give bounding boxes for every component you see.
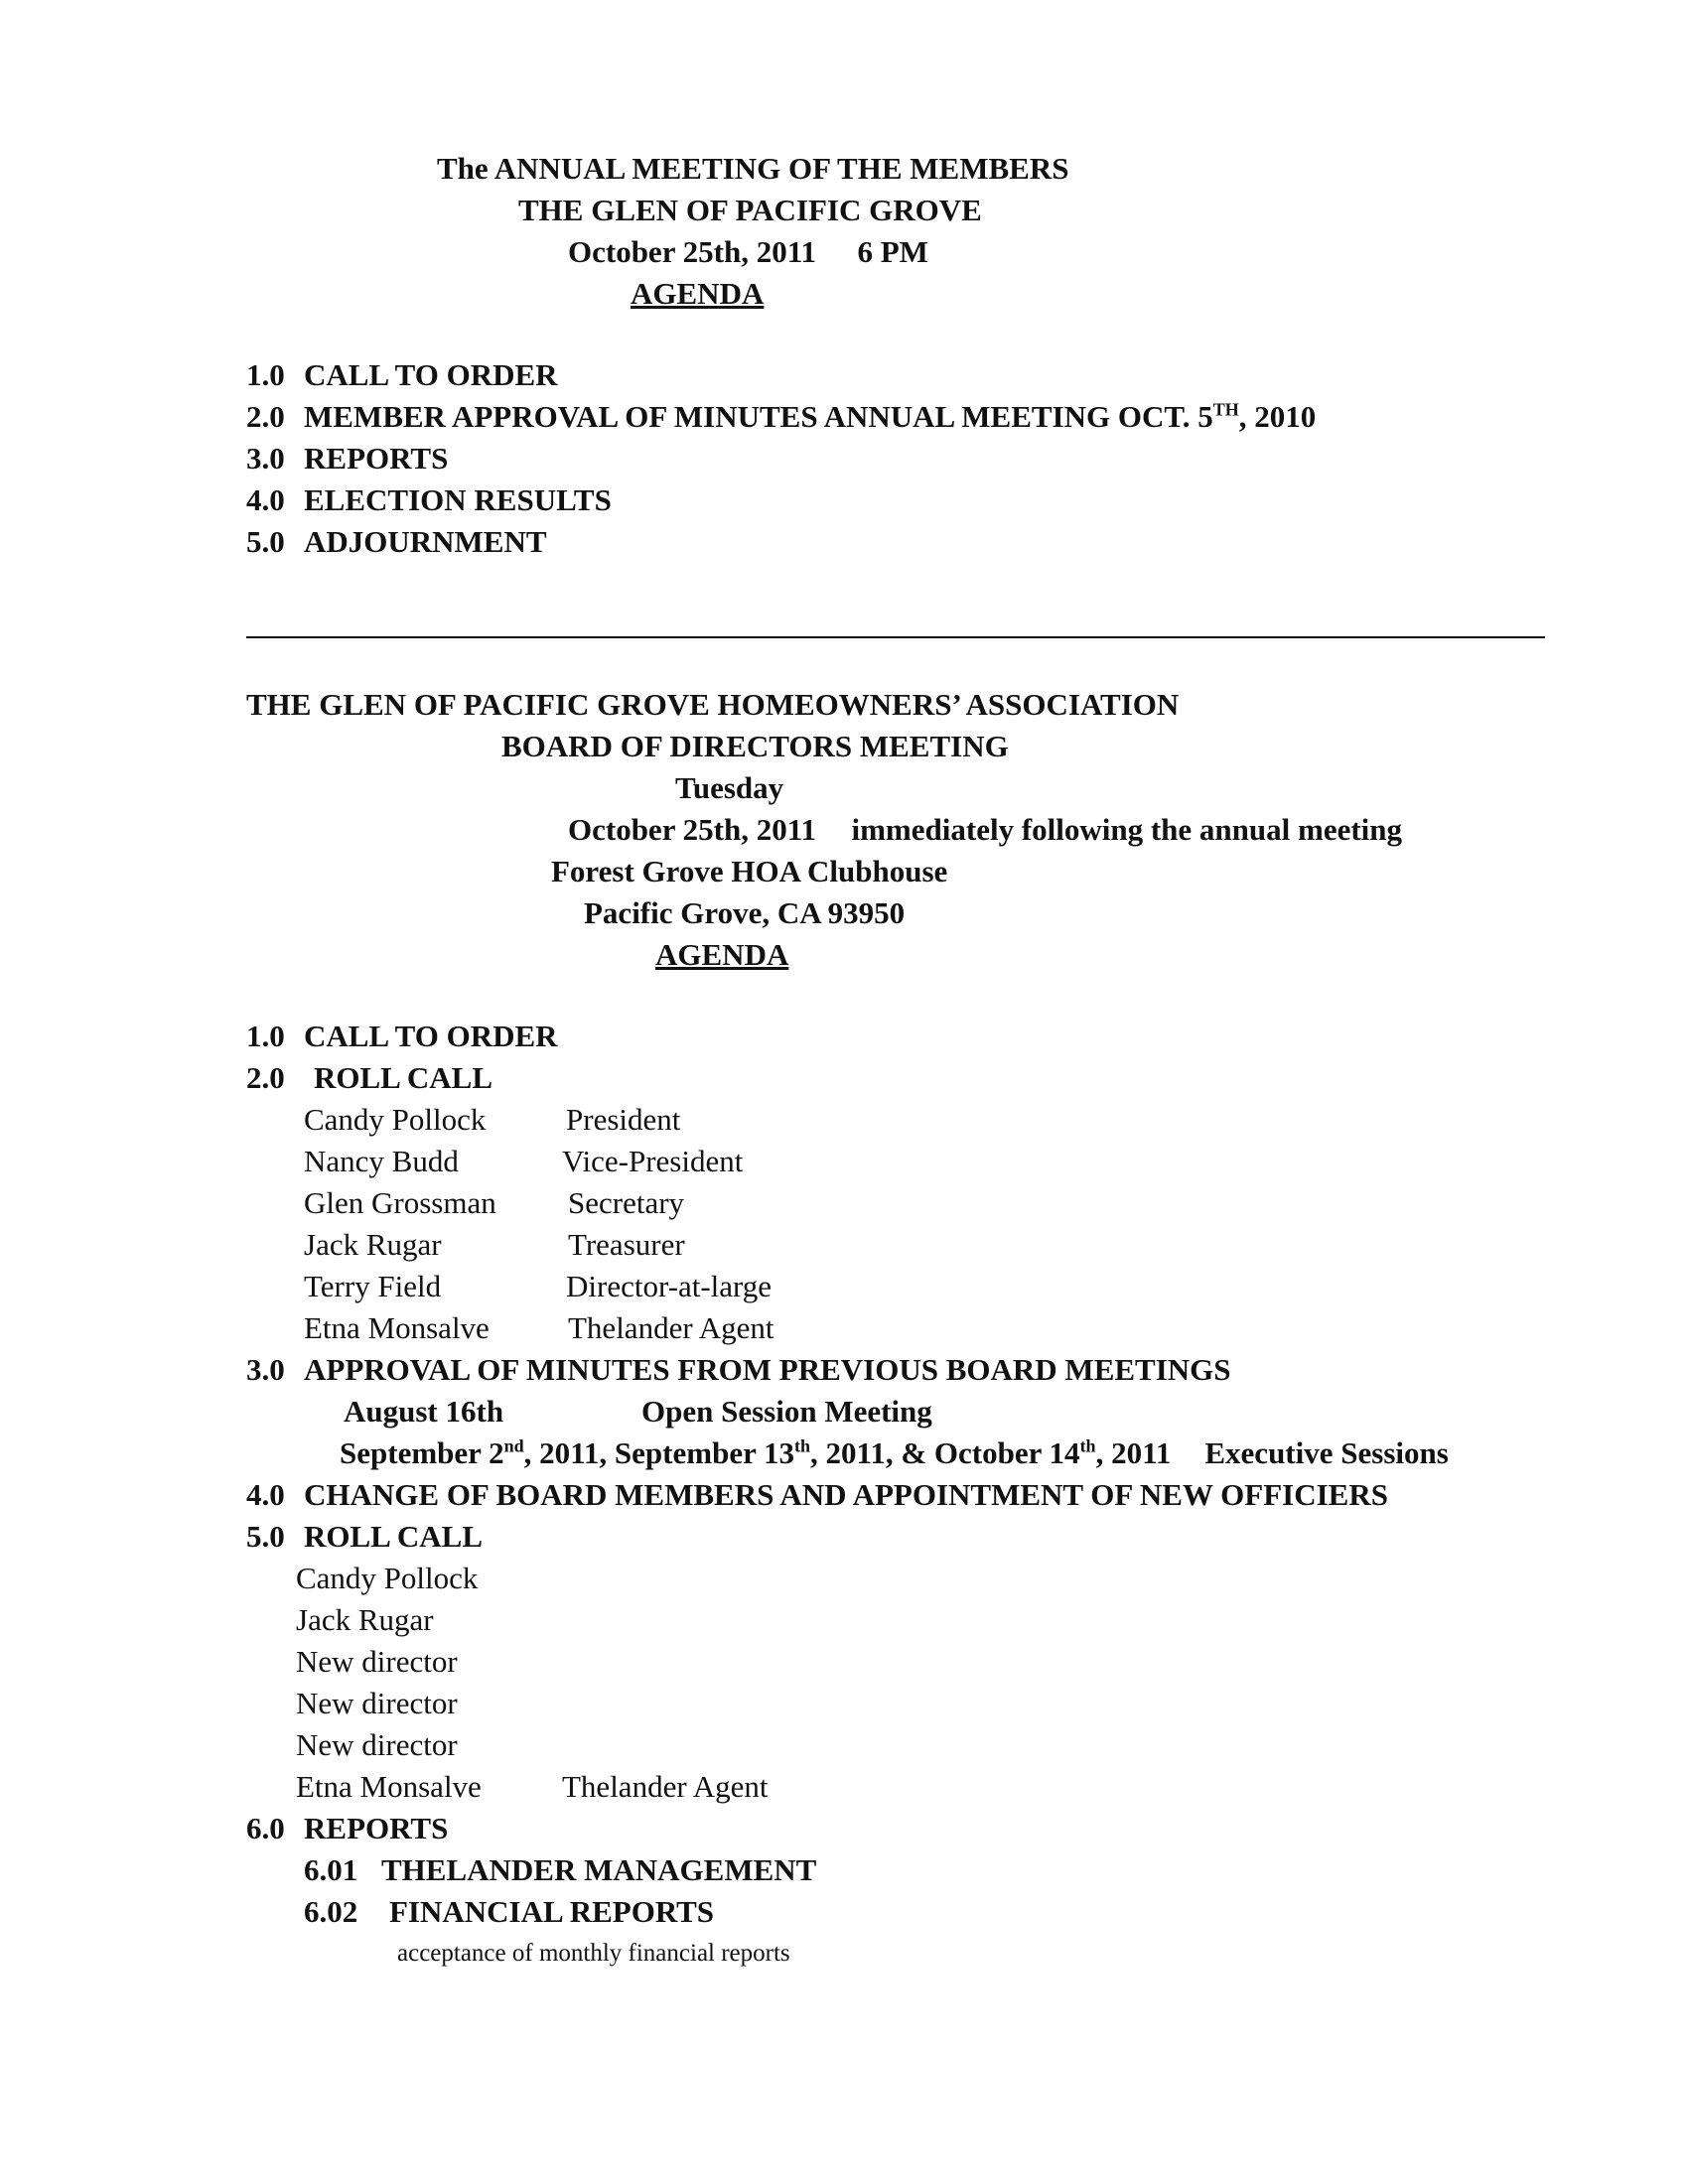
board-org-title: THE GLEN OF PACIFIC GROVE HOMEOWNERS’ ASSOCIATION [246, 687, 1180, 722]
board-subitem-6-02: 6.02 FINANCIAL REPORTS [304, 1894, 715, 1929]
roll-name: Candy Pollock [304, 1102, 487, 1137]
board-item-5: 5.0 ROLL CALL [246, 1519, 484, 1554]
annual-item-5: 5.0 ADJOURNMENT [246, 524, 547, 559]
board-date-line [568, 810, 1402, 850]
board-location: Forest Grove HOA Clubhouse [551, 854, 948, 888]
minutes-august-label: Open Session Meeting [641, 1394, 932, 1429]
minutes-august-date: August 16th [344, 1394, 504, 1429]
annual-item-2: 2.0 MEMBER APPROVAL OF MINUTES ANNUAL MEETING OCT. 5TH, 2010 [246, 399, 1317, 434]
annual-date: October 25th, 2011 [568, 234, 816, 269]
roll-name: Jack Rugar [304, 1227, 442, 1262]
board-item-2: 2.0 ROLL CALL [246, 1060, 493, 1095]
annual-org-name: THE GLEN OF PACIFIC GROVE [518, 193, 982, 227]
roll-role: Vice-President [562, 1144, 744, 1178]
board-day: Tuesday [675, 770, 784, 805]
board-agenda-heading: AGENDA [655, 937, 789, 972]
annual-date-line [568, 232, 928, 272]
roll-name: Etna Monsalve [304, 1310, 490, 1345]
board-item-4: 4.0 CHANGE OF BOARD MEMBERS AND APPOINTMENT OF NEW OFFICIERS [246, 1477, 1388, 1512]
roll-name: Nancy Budd [304, 1144, 459, 1178]
annual-agenda-heading: AGENDA [631, 276, 765, 311]
annual-item-1: 1.0 CALL TO ORDER [246, 357, 558, 392]
financial-reports-note: acceptance of monthly financial reports [397, 1940, 790, 1967]
roll-name: Glen Grossman [304, 1185, 496, 1220]
roll-role: Director-at-large [566, 1269, 773, 1303]
board-city: Pacific Grove, CA 93950 [584, 895, 906, 930]
roll-role: President [566, 1102, 681, 1137]
roll-name: New director [296, 1686, 458, 1720]
minutes-executive-sessions: September 2nd, 2011, September 13th, 2011, & October 14th, 2011 Executive Sessions [340, 1435, 1449, 1470]
board-subitem-6-01: 6.01 THELANDER MANAGEMENT [304, 1852, 817, 1887]
roll-name: Etna Monsalve [296, 1769, 482, 1804]
roll-name: Terry Field [304, 1269, 442, 1303]
roll-name: New director [296, 1727, 458, 1762]
roll-name: Jack Rugar [296, 1602, 434, 1637]
executive-sessions-label: Executive Sessions [1204, 1435, 1449, 1470]
board-item-1: 1.0 CALL TO ORDER [246, 1019, 558, 1053]
annual-item-4: 4.0 ELECTION RESULTS [246, 482, 612, 517]
annual-item-3: 3.0 REPORTS [246, 441, 449, 476]
roll-role: Treasurer [568, 1227, 685, 1262]
roll-name: New director [296, 1644, 458, 1679]
board-meeting-title: BOARD OF DIRECTORS MEETING [501, 729, 1009, 763]
board-item-6: 6.0 REPORTS [246, 1811, 449, 1845]
roll-role: Thelander Agent [568, 1310, 774, 1345]
roll-role: Thelander Agent [562, 1769, 769, 1804]
board-item-3: 3.0 APPROVAL OF MINUTES FROM PREVIOUS BOARD MEETINGS [246, 1352, 1231, 1387]
roll-name: Candy Pollock [296, 1561, 479, 1595]
annual-title: The ANNUAL MEETING OF THE MEMBERS [437, 151, 1069, 186]
roll-role: Secretary [568, 1185, 685, 1220]
annual-time: 6 PM [857, 234, 928, 269]
board-date: October 25th, 2011 [568, 812, 816, 847]
section-divider [246, 636, 1545, 638]
board-when: immediately following the annual meeting [851, 812, 1403, 847]
